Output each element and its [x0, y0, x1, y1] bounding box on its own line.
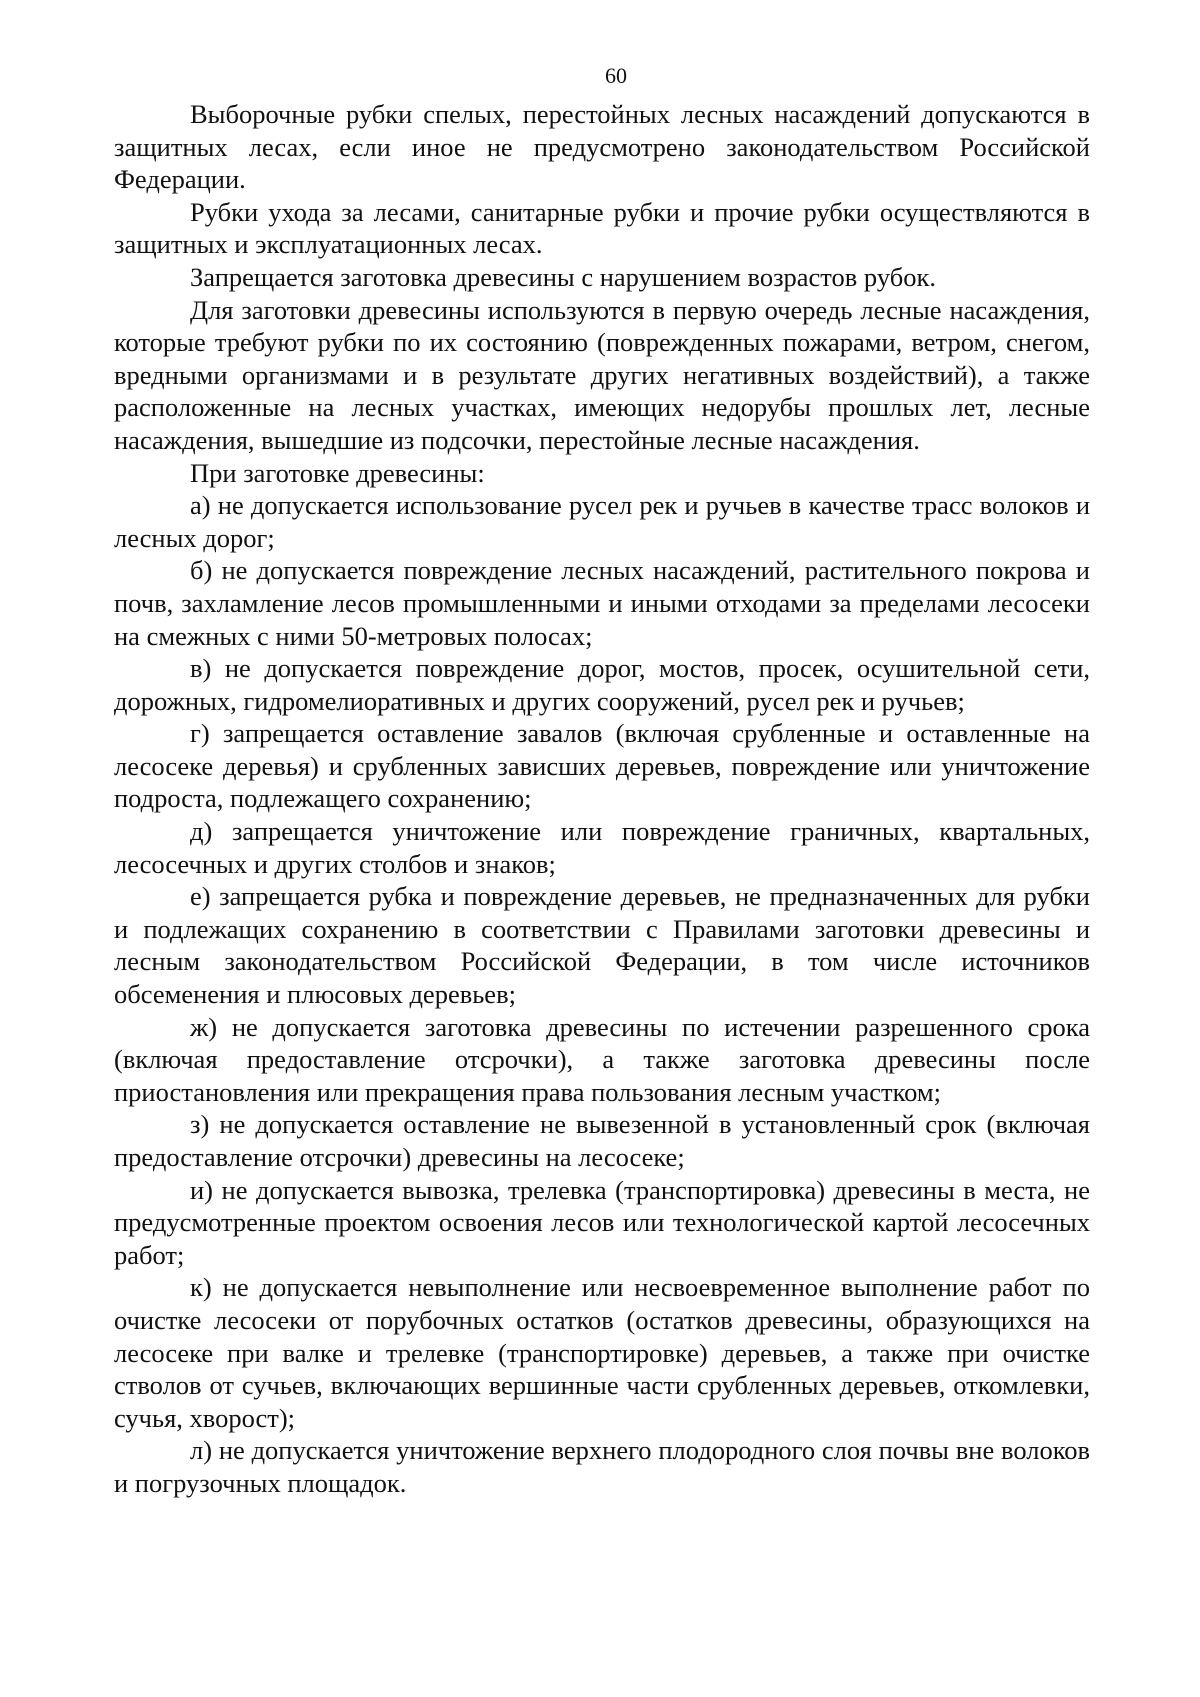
- paragraph: Рубки ухода за лесами, санитарные рубки и прочие рубки осуществляются в защитных и эксплуатационных лесах.: [114, 196, 1090, 260]
- paragraph: к) не допускается невыполнение или несвоевременное выполнение работ по очистке лесосеки от порубочных остатков (остатков древесины, образующихся на лесосеке при валке и трелевке (транспортировке) деревьев, а также при очистке стволов от сучьев, включающих вершинные части срубленных деревьев, откомлевки, сучья, хворост);: [114, 1272, 1090, 1433]
- paragraph: а) не допускается использование русел рек и ручьев в качестве трасс волоков и лесных дорог;: [114, 490, 1090, 553]
- paragraph: л) не допускается уничтожение верхнего плодородного слоя почвы вне волоков и погрузочных площадок.: [114, 1435, 1090, 1498]
- paragraph: е) запрещается рубка и повреждение деревьев, не предназначенных для рубки и подлежащих сохранению в соответствии с Правилами заготовки древесины и лесным законодательством Российской Федерации, в том числе источников обсеменения и плюсовых деревьев;: [114, 881, 1090, 1010]
- paragraph: в) не допускается повреждение дорог, мостов, просек, осушительной сети, дорожных, гидромелиоративных и других сооружений, русел рек и ручьев;: [114, 653, 1090, 716]
- paragraph: г) запрещается оставление завалов (включая срубленные и оставленные на лесосеке деревья) и срубленных зависших деревьев, повреждение или уничтожение подроста, подлежащего сохранению;: [114, 718, 1090, 814]
- paragraph: и) не допускается вывозка, трелевка (транспортировка) древесины в места, не предусмотренные проектом освоения лесов или технологической картой лесосечных работ;: [114, 1174, 1090, 1270]
- document-body: [114, 98, 1090, 1500]
- document-page: [114, 62, 1090, 1500]
- paragraph: б) не допускается повреждение лесных насаждений, растительного покрова и почв, захламление лесов промышленными и иными отходами за пределами лесосеки на смежных с ними 50-метровых полосах;: [114, 555, 1090, 651]
- paragraph: Выборочные рубки спелых, перестойных лесных насаждений допускаются в защитных лесах, если иное не предусмотрено законодательством Российской Федерации.: [114, 99, 1090, 195]
- paragraph: При заготовке древесины:: [190, 457, 485, 488]
- paragraph: ж) не допускается заготовка древесины по истечении разрешенного срока (включая предоставление отсрочки), а также заготовка древесины после приостановления или прекращения права пользования лесным участком;: [114, 1011, 1090, 1107]
- paragraph: д) запрещается уничтожение или повреждение граничных, квартальных, лесосечных и других столбов и знаков;: [114, 816, 1090, 879]
- paragraph: Для заготовки древесины используются в первую очередь лесные насаждения, которые требуют рубки по их состоянию (поврежденных пожарами, ветром, снегом, вредными организмами и в результате других негативных воздействий), а также расположенные на лесных участках, имеющих недорубы прошлых лет, лесные насаждения, вышедшие из подсочки, перестойные лесные насаждения.: [114, 294, 1090, 455]
- paragraph: з) не допускается оставление не вывезенной в установленный срок (включая предоставление отсрочки) древесины на лесосеке;: [114, 1109, 1090, 1172]
- paragraph: Запрещается заготовка древесины с нарушением возрастов рубок.: [190, 261, 936, 292]
- page-number: 60: [605, 63, 627, 88]
